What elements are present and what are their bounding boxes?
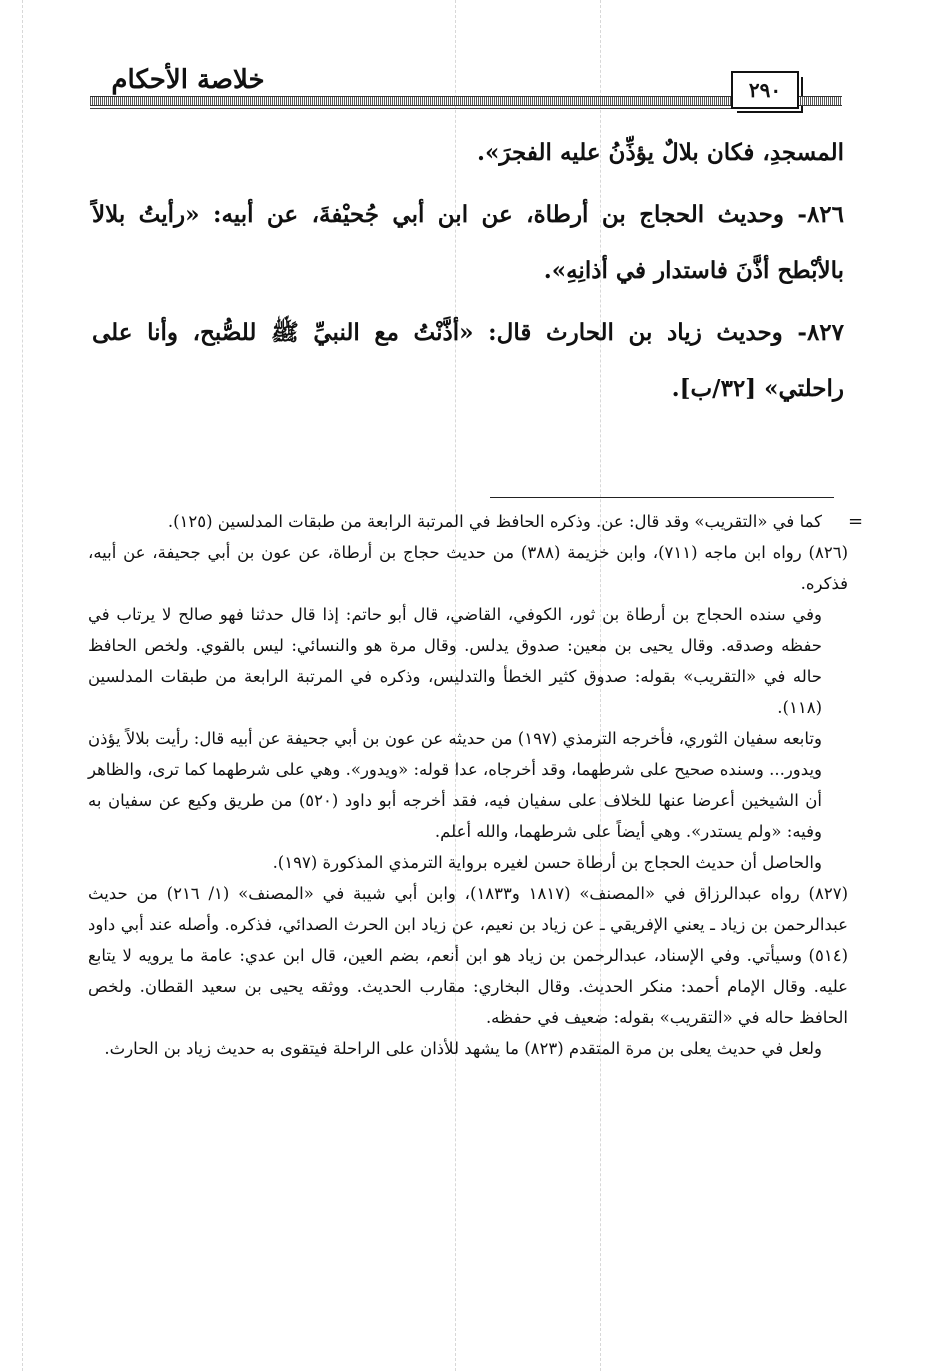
main-paragraph: المسجدِ، فكان بلالٌ يؤذِّنُ عليه الفجرَ». [476,139,844,166]
continuation-mark: = [848,511,864,532]
footnotes [88,506,848,1064]
footnote-826-para: وفي سنده الحجاج بن أرطاة بن ثور، الكوفي، القاضي، قال أبو حاتم: إذا قال حدثنا فهو صالح لا يرتاب في حفظه وصدقه. وقال يحيى بن معين: صدوق يدلس. وقال مرة هو والنسائي: ليس بالقوي. ولخص الحافظ حاله في «التقريب» بقوله: صدوق كثير الخطأ والتدليس، وذكره في المرتبة الرابعة من طبقات المدلسين (١١٨). [88,605,822,717]
footnote-826-para: والحاصل أن حديث الحجاج بن أرطاة حسن لغيره برواية الترمذي المذكورة (١٩٧). [272,853,822,872]
page-number: ٢٩٠ [731,71,799,109]
header-rule-thin [90,108,795,109]
footnote-827-para: ولعل في حديث يعلى بن مرة المتقدم (٨٢٣) ما يشهد للأذان على الراحلة فيتقوى به حديث زياد بن الحارث. [104,1039,822,1058]
footnote-826-para: وتابعه سفيان الثوري، فأخرجه الترمذي (١٩٧) من حديثه عن عون بن أبي جحيفة عن أبيه قال: رأيت بلالاً يؤذن ويدور... وسنده صحيح على شرطهما، وقد أخرجاه، عدا قوله: «ويدور». وهي على شرطهما كما ترى، والظاهر أن الشيخين أعرضا عنها للخلاف على سفيان فيه، فقد أخرجه أبو داود (٥٢٠) من طريق وكيع عن سفيان به وفيه: «ولم يستدر». وهي أيضاً على شرطهما، والله أعلم. [88,729,822,841]
footnote-826: (٨٢٦) رواه ابن ماجه (٧١١)، وابن خزيمة (٣٨٨) من حديث حجاج بن أرطاة، عن عون بن أبي جحيفة، عن أبيه، فذكره. [88,543,848,593]
scan-guide-line [22,0,23,1371]
running-header-title: خلاصة الأحكام [111,65,265,95]
header-rule [90,96,842,106]
hadith-826: ٨٢٦- وحديث الحجاج بن أرطاة، عن ابن أبي جُحيْفةَ، عن أبيه: «رأيتُ بلالاً بالأبْطح أذَّنَ فاستدار في أذانِهِ». [92,201,844,284]
footnote-continuation: كما في «التقريب» وقد قال: عن. وذكره الحافظ في المرتبة الرابعة من طبقات المدلسين (١٢٥). [167,512,822,531]
footnote-separator [490,497,834,498]
main-text [92,125,844,417]
hadith-827: ٨٢٧- وحديث زياد بن الحارث قال: «أذَّنْتُ مع النبيِّ ﷺ للصُّبح، وأنا على راحلتي» [٣٢/ب]. [92,319,844,402]
footnote-827: (٨٢٧) رواه عبدالرزاق في «المصنف» (١٨١٧ و١٨٣٣)، وابن أبي شيبة في «المصنف» (١/ ٢١٦) من حديث عبدالرحمن بن زياد ـ يعني الإفريقي ـ عن زياد بن نعيم، عن زياد ابن الحرث الصدائي، فذكره. وأصله عند أبي داود (٥١٤) وسيأتي. وفي الإسناد، عبدالرحمن بن زياد هو ابن أنعم، بضم العين، قال ابن عدي: عامة ما يرويه لا يتابع عليه. وقال الإمام أحمد: منكر الحديث. وقال البخاري: مقارب الحديث. ووثقه يحيى بن سعيد القطان. ولخص الحافظ حاله في «التقريب» بقوله: ضعيف في حفظه. [88,884,849,1027]
